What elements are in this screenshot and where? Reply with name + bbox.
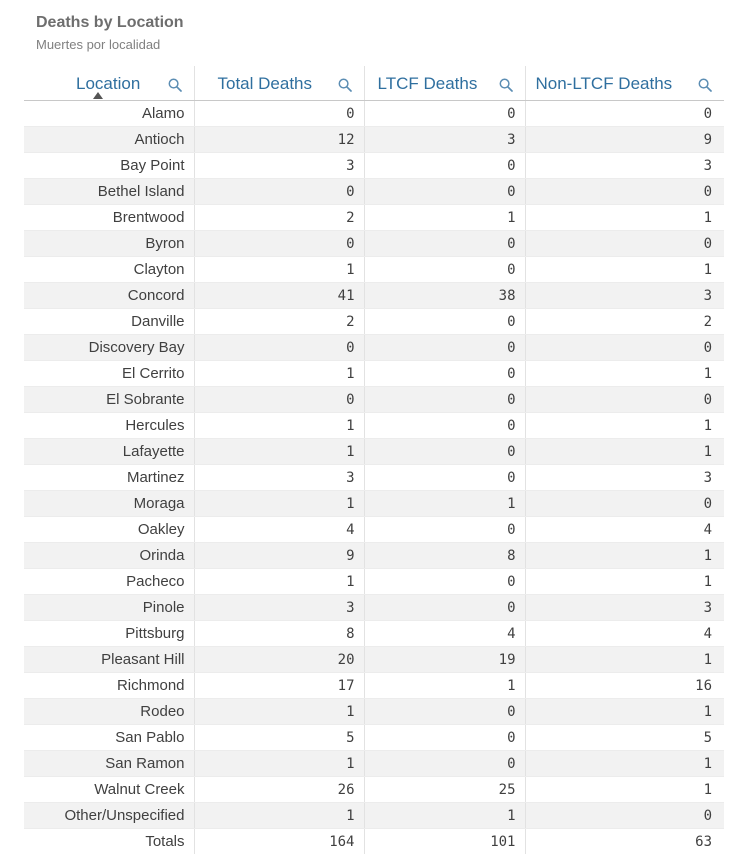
table-row[interactable] <box>24 673 724 699</box>
non-ltcf-deaths-cell: 1 <box>525 777 724 803</box>
ltcf-deaths-cell: 0 <box>364 699 525 725</box>
column-header-total-deaths[interactable] <box>194 66 364 101</box>
total-deaths-cell: 0 <box>194 101 364 127</box>
ltcf-deaths-cell: 0 <box>364 231 525 257</box>
total-deaths-cell: 1 <box>194 257 364 283</box>
non-ltcf-deaths-cell: 1 <box>525 647 724 673</box>
ltcf-deaths-cell: 0 <box>364 309 525 335</box>
ltcf-deaths-cell: 0 <box>364 361 525 387</box>
ltcf-deaths-cell: 1 <box>364 205 525 231</box>
ltcf-deaths-cell: 4 <box>364 621 525 647</box>
table-row[interactable] <box>24 699 724 725</box>
total-deaths-cell: 0 <box>194 335 364 361</box>
total-deaths-cell: 2 <box>194 205 364 231</box>
total-deaths-cell: 0 <box>194 179 364 205</box>
location-cell: Other/Unspecified <box>24 803 194 829</box>
location-cell: Lafayette <box>24 439 194 465</box>
column-header-label[interactable]: Location <box>76 74 141 93</box>
location-cell: Rodeo <box>24 699 194 725</box>
table-body <box>24 101 724 855</box>
location-cell: Pittsburg <box>24 621 194 647</box>
column-header-non-ltcf-deaths[interactable] <box>525 66 724 101</box>
non-ltcf-deaths-cell: 5 <box>525 725 724 751</box>
location-cell: Bay Point <box>24 153 194 179</box>
location-cell: San Ramon <box>24 751 194 777</box>
ltcf-deaths-cell: 0 <box>364 387 525 413</box>
table-row[interactable] <box>24 465 724 491</box>
non-ltcf-deaths-cell: 1 <box>525 205 724 231</box>
location-cell: El Cerrito <box>24 361 194 387</box>
ltcf-deaths-cell: 38 <box>364 283 525 309</box>
non-ltcf-deaths-cell: 0 <box>525 335 724 361</box>
search-icon[interactable] <box>338 78 352 92</box>
total-deaths-cell: 41 <box>194 283 364 309</box>
non-ltcf-deaths-cell: 0 <box>525 179 724 205</box>
table-row[interactable] <box>24 101 724 127</box>
location-cell: Bethel Island <box>24 179 194 205</box>
location-cell: Hercules <box>24 413 194 439</box>
sort-ascending-icon[interactable] <box>93 92 103 99</box>
location-cell: Concord <box>24 283 194 309</box>
location-cell: El Sobrante <box>24 387 194 413</box>
deaths-table <box>24 66 724 854</box>
location-cell: Walnut Creek <box>24 777 194 803</box>
table-row[interactable] <box>24 335 724 361</box>
non-ltcf-deaths-cell: 1 <box>525 439 724 465</box>
total-deaths-cell: 1 <box>194 413 364 439</box>
non-ltcf-deaths-cell: 1 <box>525 543 724 569</box>
ltcf-deaths-cell: 8 <box>364 543 525 569</box>
search-icon[interactable] <box>168 78 182 92</box>
table-row[interactable] <box>24 803 724 829</box>
total-deaths-cell: 12 <box>194 127 364 153</box>
non-ltcf-deaths-cell: 16 <box>525 673 724 699</box>
non-ltcf-deaths-cell: 0 <box>525 387 724 413</box>
total-deaths-cell: 3 <box>194 595 364 621</box>
non-ltcf-deaths-cell: 1 <box>525 569 724 595</box>
table-row[interactable] <box>24 777 724 803</box>
non-ltcf-deaths-cell: 3 <box>525 465 724 491</box>
table-row[interactable] <box>24 179 724 205</box>
ltcf-deaths-cell: 0 <box>364 439 525 465</box>
table-row[interactable] <box>24 387 724 413</box>
ltcf-deaths-cell: 1 <box>364 491 525 517</box>
table-row[interactable] <box>24 361 724 387</box>
panel-title: Deaths by Location <box>36 14 184 31</box>
location-cell: Oakley <box>24 517 194 543</box>
table-row[interactable] <box>24 127 724 153</box>
non-ltcf-deaths-cell: 1 <box>525 751 724 777</box>
ltcf-deaths-cell: 0 <box>364 725 525 751</box>
table-row[interactable] <box>24 751 724 777</box>
location-cell: Pacheco <box>24 569 194 595</box>
total-deaths-cell: 0 <box>194 231 364 257</box>
search-icon[interactable] <box>698 78 712 92</box>
panel-subtitle: Muertes por localidad <box>36 37 161 52</box>
total-deaths-cell: 1 <box>194 491 364 517</box>
table-row[interactable] <box>24 517 724 543</box>
location-cell: Pleasant Hill <box>24 647 194 673</box>
non-ltcf-deaths-cell: 4 <box>525 621 724 647</box>
totals-label: Totals <box>24 829 194 855</box>
table-row[interactable] <box>24 725 724 751</box>
table-row[interactable] <box>24 257 724 283</box>
total-deaths-cell: 0 <box>194 387 364 413</box>
totals-non-ltcf-deaths: 63 <box>695 833 712 850</box>
location-cell: Alamo <box>24 101 194 127</box>
total-deaths-cell: 1 <box>194 439 364 465</box>
ltcf-deaths-cell: 0 <box>364 153 525 179</box>
ltcf-deaths-cell: 0 <box>364 335 525 361</box>
ltcf-deaths-cell: 0 <box>364 751 525 777</box>
ltcf-deaths-cell: 19 <box>364 647 525 673</box>
ltcf-deaths-cell: 3 <box>364 127 525 153</box>
table-row[interactable] <box>24 309 724 335</box>
total-deaths-cell: 3 <box>194 153 364 179</box>
ltcf-deaths-cell: 0 <box>364 517 525 543</box>
ltcf-deaths-cell: 0 <box>364 257 525 283</box>
non-ltcf-deaths-cell: 1 <box>525 699 724 725</box>
location-cell: Discovery Bay <box>24 335 194 361</box>
location-cell: Pinole <box>24 595 194 621</box>
total-deaths-cell: 1 <box>194 751 364 777</box>
total-deaths-cell: 20 <box>194 647 364 673</box>
column-header-label[interactable]: Total Deaths <box>217 74 312 93</box>
totals-ltcf-deaths: 101 <box>364 829 525 855</box>
total-deaths-cell: 1 <box>194 361 364 387</box>
non-ltcf-deaths-cell: 3 <box>525 153 724 179</box>
non-ltcf-deaths-cell: 9 <box>525 127 724 153</box>
location-cell: Brentwood <box>24 205 194 231</box>
ltcf-deaths-cell: 1 <box>364 673 525 699</box>
non-ltcf-deaths-cell: 2 <box>525 309 724 335</box>
non-ltcf-deaths-cell: 1 <box>525 361 724 387</box>
non-ltcf-deaths-cell: 1 <box>525 257 724 283</box>
ltcf-deaths-cell: 0 <box>364 595 525 621</box>
table-row[interactable] <box>24 413 724 439</box>
ltcf-deaths-cell: 1 <box>364 803 525 829</box>
column-header-label[interactable]: LTCF Deaths <box>377 74 478 93</box>
total-deaths-cell: 3 <box>194 465 364 491</box>
location-cell: Danville <box>24 309 194 335</box>
table-row[interactable] <box>24 595 724 621</box>
total-deaths-cell: 17 <box>194 673 364 699</box>
non-ltcf-deaths-cell: 3 <box>525 283 724 309</box>
ltcf-deaths-cell: 0 <box>364 569 525 595</box>
search-icon[interactable] <box>499 78 513 92</box>
total-deaths-cell: 1 <box>194 699 364 725</box>
ltcf-deaths-cell: 0 <box>364 101 525 127</box>
non-ltcf-deaths-cell: 0 <box>525 101 724 127</box>
ltcf-deaths-cell: 0 <box>364 413 525 439</box>
table-row[interactable] <box>24 569 724 595</box>
table-row[interactable] <box>24 647 724 673</box>
total-deaths-cell: 5 <box>194 725 364 751</box>
location-cell: Orinda <box>24 543 194 569</box>
total-deaths-cell: 1 <box>194 569 364 595</box>
table-row[interactable] <box>24 283 724 309</box>
table-row[interactable] <box>24 543 724 569</box>
column-header-ltcf-deaths[interactable] <box>364 66 525 101</box>
table-row[interactable] <box>24 621 724 647</box>
ltcf-deaths-cell: 25 <box>364 777 525 803</box>
total-deaths-cell: 1 <box>194 803 364 829</box>
location-cell: Byron <box>24 231 194 257</box>
non-ltcf-deaths-cell: 4 <box>525 517 724 543</box>
table-row[interactable] <box>24 231 724 257</box>
ltcf-deaths-cell: 0 <box>364 465 525 491</box>
total-deaths-cell: 4 <box>194 517 364 543</box>
total-deaths-cell: 2 <box>194 309 364 335</box>
non-ltcf-deaths-cell: 0 <box>525 803 724 829</box>
totals-total-deaths: 164 <box>194 829 364 855</box>
location-cell: Moraga <box>24 491 194 517</box>
location-cell: San Pablo <box>24 725 194 751</box>
non-ltcf-deaths-cell: 0 <box>525 231 724 257</box>
total-deaths-cell: 26 <box>194 777 364 803</box>
non-ltcf-deaths-cell: 1 <box>525 413 724 439</box>
location-cell: Clayton <box>24 257 194 283</box>
table-row[interactable] <box>24 205 724 231</box>
table-row[interactable] <box>24 491 724 517</box>
non-ltcf-deaths-cell: 3 <box>525 595 724 621</box>
non-ltcf-deaths-cell: 0 <box>525 491 724 517</box>
table-row[interactable] <box>24 153 724 179</box>
table-row[interactable] <box>24 439 724 465</box>
totals-row <box>24 829 724 855</box>
location-cell: Richmond <box>24 673 194 699</box>
total-deaths-cell: 9 <box>194 543 364 569</box>
location-cell: Antioch <box>24 127 194 153</box>
table-header-row <box>24 66 724 101</box>
column-header-label[interactable]: Non-LTCF Deaths <box>535 74 673 93</box>
total-deaths-cell: 8 <box>194 621 364 647</box>
location-cell: Martinez <box>24 465 194 491</box>
ltcf-deaths-cell: 0 <box>364 179 525 205</box>
column-header-location[interactable] <box>24 66 194 101</box>
